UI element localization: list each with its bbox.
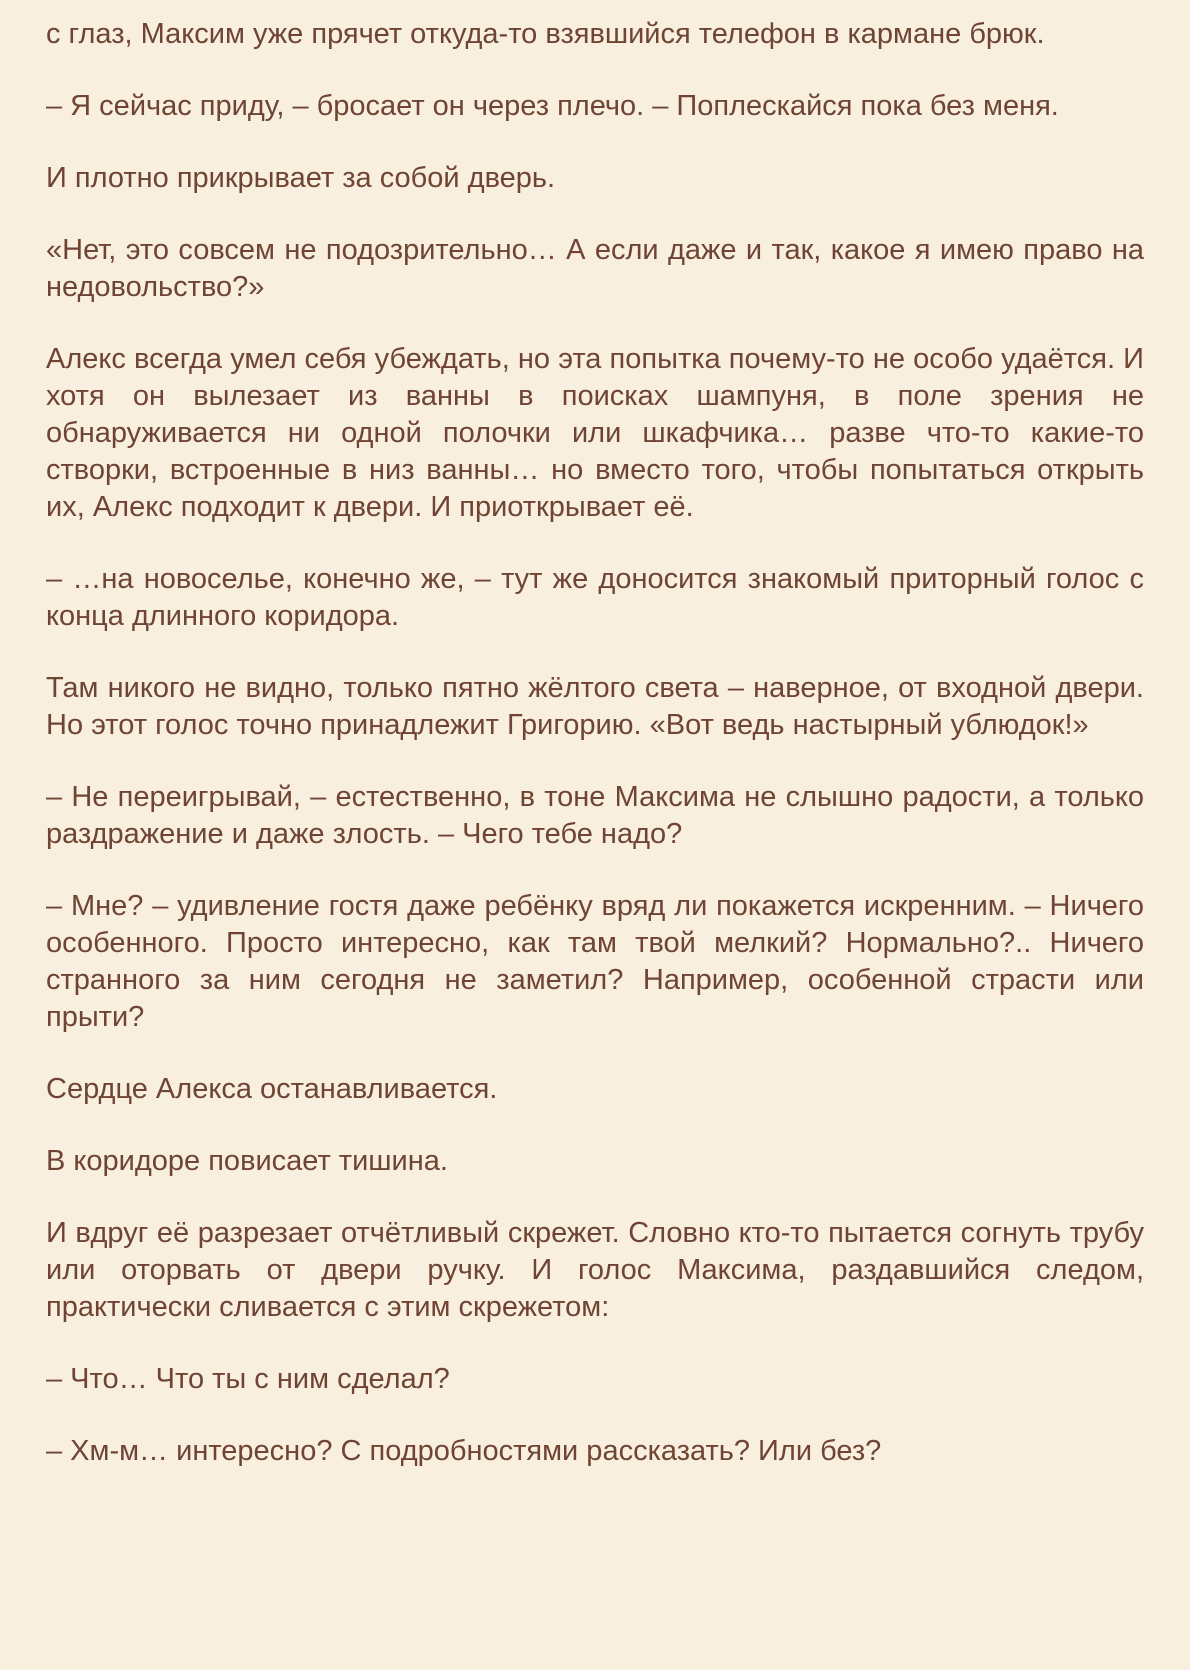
- paragraph-11: В коридоре повисает тишина.: [46, 1145, 448, 1177]
- paragraph-14: – Хм-м… интересно? С подробностями рассказать? Или без?: [46, 1435, 882, 1467]
- book-page: [46, 16, 1144, 1505]
- paragraph-12: И вдруг её разрезает отчётливый скрежет. Словно кто-то пытается согнуть трубу или оторвать от двери ручку. И голос Максима, раздавшийся следом, практически сливается с этим скрежетом:: [46, 1217, 1144, 1323]
- paragraph-7: Там никого не видно, только пятно жёлтого света – наверное, от входной двери. Но этот голос точно принадлежит Григорию. «Вот ведь настырный ублюдок!»: [46, 672, 1144, 741]
- paragraph-10: Сердце Алекса останавливается.: [46, 1073, 498, 1105]
- paragraph-13: – Что… Что ты с ним сделал?: [46, 1363, 450, 1395]
- paragraph-1: с глаз, Максим уже прячет откуда-то взявшийся телефон в кармане брюк.: [46, 18, 1045, 50]
- paragraph-8: – Не переигрывай, – естественно, в тоне Максима не слышно радости, а только раздражение и даже злость. – Чего тебе надо?: [46, 781, 1144, 850]
- paragraph-5: Алекс всегда умел себя убеждать, но эта попытка почему-то не особо удаётся. И хотя он вылезает из ванны в поисках шампуня, в поле зрения не обнаруживается ни одной полочки или шкафчика… разве что-то какие-то створки, встроенные в низ ванны… но вместо того, чтобы попытаться открыть их, Алекс подходит к двери. И приоткрывает её.: [46, 343, 1144, 523]
- paragraph-3: И плотно прикрывает за собой дверь.: [46, 162, 556, 194]
- paragraph-6: – …на новоселье, конечно же, – тут же доносится знакомый приторный голос с конца длинного коридора.: [46, 563, 1144, 632]
- paragraph-4: «Нет, это совсем не подозрительно… А если даже и так, какое я имею право на недовольство?»: [46, 234, 1144, 303]
- paragraph-2: – Я сейчас приду, – бросает он через плечо. – Поплескайся пока без меня.: [46, 90, 1059, 122]
- paragraph-9: – Мне? – удивление гостя даже ребёнку вряд ли покажется искренним. – Ничего особенного. Просто интересно, как там твой мелкий? Нормально?.. Ничего странного за ним сегодня не заметил? Например, особенной страсти или прыти?: [46, 890, 1144, 1033]
